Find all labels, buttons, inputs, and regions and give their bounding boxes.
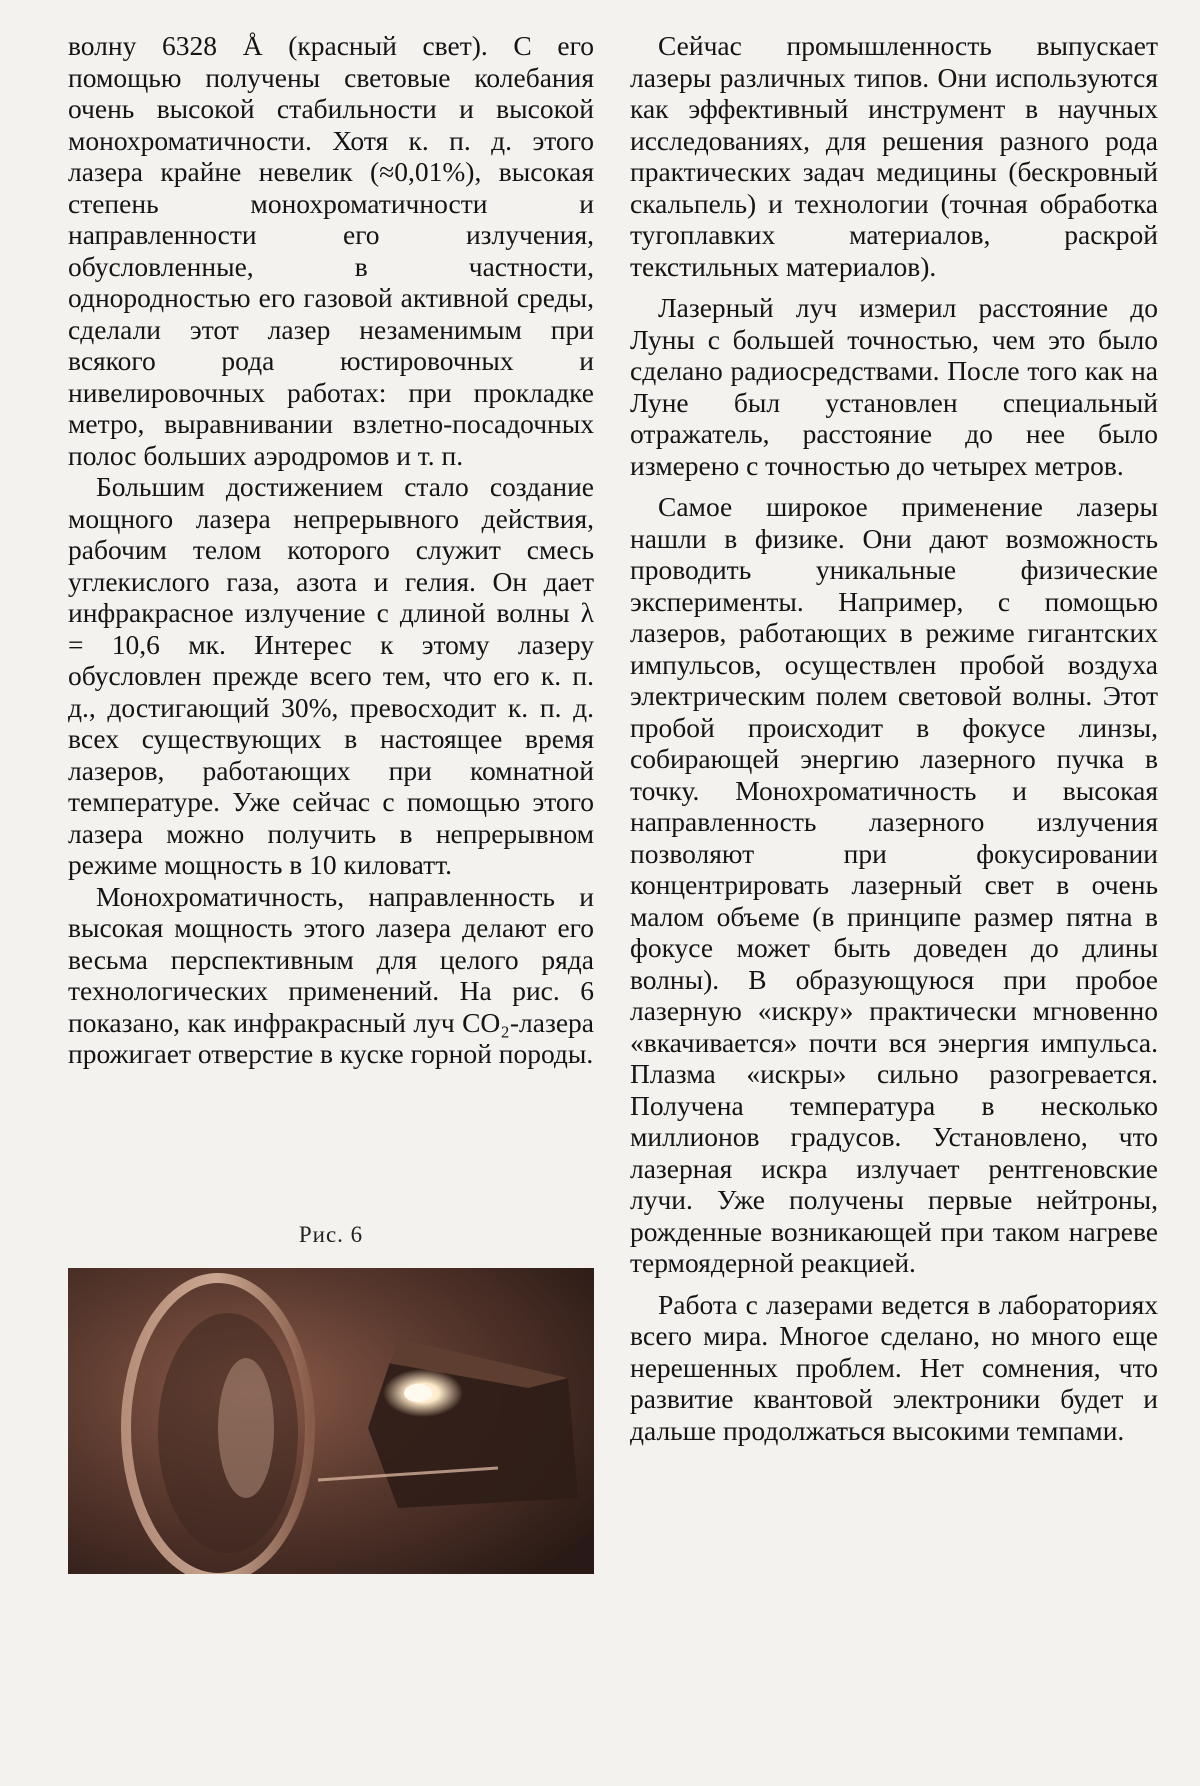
right-column (630, 30, 1158, 1446)
paragraph-left-3: Монохроматичность, направленность и высокая мощность этого лазера делают его весьма перспективным для целого ряда технологических применений. На рис. 6 показано, как инфракрасный луч CO₂-лазера прожигает отверстие в куске горной породы. (68, 880, 594, 1069)
paragraph-left-1: волну 6328 Å (красный свет). С его помощью получены световые колебания очень высокой стабильности и высокой монохроматичности. Хотя к. п. д. этого лазера крайне невелик (≈0,01%), высокая степень монохроматичности и направленности его излучения, обусловленные, в частности, однородностью его газовой активной среды, сделали этот лазер незаменимым при всякого рода юстировочных и нивелировочных работах: при прокладке метро, выравнивании взлетно-посадочных полос больших аэродромов и т. п. (68, 30, 594, 471)
figure-caption: Рис. 6 (298, 1222, 364, 1247)
paragraph-right-1: Сейчас промышленность выпускает лазеры различных типов. Они используются как эффективный инструмент в научных исследованиях, для решения разного рода практических задач медицины (бескровный скальпель) и технологии (точная обработка тугоплавких материалов, раскрой текстильных материалов). (630, 30, 1158, 282)
left-column (68, 30, 594, 1070)
paragraph-left-2: Большим достижением стало создание мощного лазера непрерывного действия, рабочим телом которого служит смесь углекислого газа, азота и гелия. Он дает инфракрасное излучение с длиной волны λ = 10,6 мк. Интерес к этому лазеру обусловлен прежде всего тем, что его к. п. д., достигающий 30%, превосходит к. п. д. всех существующих в настоящее время лазеров, работающих при комнатной температуре. Уже сейчас с помощью этого лазера можно получить в непрерывном режиме мощность в 10 киловатт. (68, 471, 594, 880)
paragraph-right-4: Работа с лазерами ведется в лабораториях всего мира. Многое сделано, но много еще нерешенных проблем. Нет сомнения, что развитие квантовой электроники будет и дальше продолжаться высокими темпами. (630, 1288, 1158, 1446)
paragraph-right-2: Лазерный луч измерил расстояние до Луны с большей точностью, чем это было сделано радиосредствами. После того как на Луне был установлен специальный отражатель, расстояние до нее было измерено с точностью до четырех метров. (630, 292, 1158, 481)
laser-burn-photo-image (68, 1268, 594, 1574)
figure-photo (68, 1268, 594, 1574)
paragraph-right-3: Самое широкое применение лазеры нашли в физике. Они дают возможность проводить уникальные физические эксперименты. Например, с помощью лазеров, работающих в режиме гигантских импульсов, осуществлен пробой воздуха электрическим полем световой волны. Этот пробой происходит в фокусе линзы, собирающей энергию лазерного пучка в точку. Монохроматичность и высокая направленность лазерного излучения позволяют при фокусировании концентрировать лазерный свет в очень малом объеме (в принципе размер пятна в фокусе может быть доведен до длины волны). В образующуюся при пробое лазерную «искру» практически мгновенно «вкачивается» почти вся энергия импульса. Плазма «искры» сильно разогревается. Получена температура в несколько миллионов градусов. Установлено, что лазерная искра излучает рентгеновские лучи. Уже получены первые нейтроны, рожденные возникающей при таком нагреве термоядерной реакцией. (630, 491, 1158, 1278)
